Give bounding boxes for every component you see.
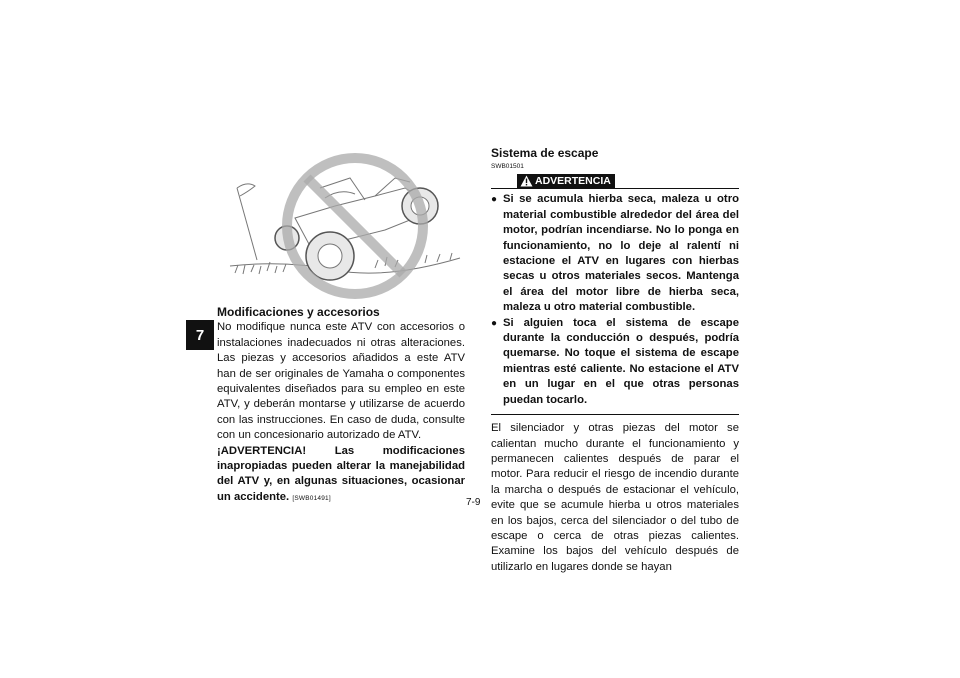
warning-triangle-icon [520, 175, 533, 187]
list-item: ● Si alguien toca el sistema de escape durante la conducción o después, podría quemarse. No toque el sistema de escape mientras esté caliente. No estacione el ATV en un lugar en el que otras personas puedan tocarlo. [491, 316, 739, 408]
chapter-tab: 7 [186, 320, 214, 350]
section-title: Modificaciones y accesorios [217, 305, 380, 319]
warning-code: SWB01501 [491, 163, 524, 171]
bullet-icon: ● [491, 317, 498, 329]
exhaust-section [491, 146, 739, 575]
warning-rule [491, 188, 739, 189]
list-item: ● Si se acumula hierba seca, maleza u otro material combustible alrededor del área del motor, podrían incendiarse. No lo ponga en funcionamiento, no lo deje al ralentí ni estacione el ATV en lugares con hierbas secas u otros materiales secos. Mantenga el área del motor libre de hierba seca, maleza u otro material combustible. [491, 192, 739, 315]
section-title: Sistema de escape [491, 146, 599, 160]
modifications-section [217, 305, 465, 506]
modifications-warning: ¡ADVERTENCIA! Las modificaciones inapropiadas pueden alterar la manejabilidad del ATV y, en algunas situaciones, ocasionar un accidente. [SWB01491] [217, 444, 465, 503]
warning-label: ADVERTENCIA [517, 174, 615, 188]
warning-code: [SWB01491] [292, 494, 331, 502]
warning-header [491, 173, 739, 189]
bullet-icon: ● [491, 194, 498, 206]
warning-bullets [491, 192, 739, 408]
warning-end-rule [491, 414, 739, 415]
exhaust-body: El silenciador y otras piezas del motor se calientan mucho durante el funcionamiento y permanecen calientes después de parar el motor. Para reducir el riesgo de incendio durante la marcha o después de estacionar el vehículo, evite que se acumule hierba u otros materiales en los bajos, cerca del silenciador o del tubo de escape o cerca de otras piezas calientes. Examine los bajos del vehículo después de utilizarlo en lugares donde se hayan [491, 422, 739, 573]
modifications-body: No modifique nunca este ATV con accesorios o instalaciones inadecuados ni otras alteraciones. Las piezas y accesorios añadidos a este ATV han de ser originales de Yamaha o componentes equivalentes diseñados para su empleo en este ATV, y deberán montarse y utilizarse de acuerdo con las instrucciones. En caso de duda, consulte con un concesionario autorizado de ATV. [217, 321, 465, 442]
page-number: 7-9 [466, 497, 481, 508]
atv-crash-illustration [225, 148, 465, 304]
